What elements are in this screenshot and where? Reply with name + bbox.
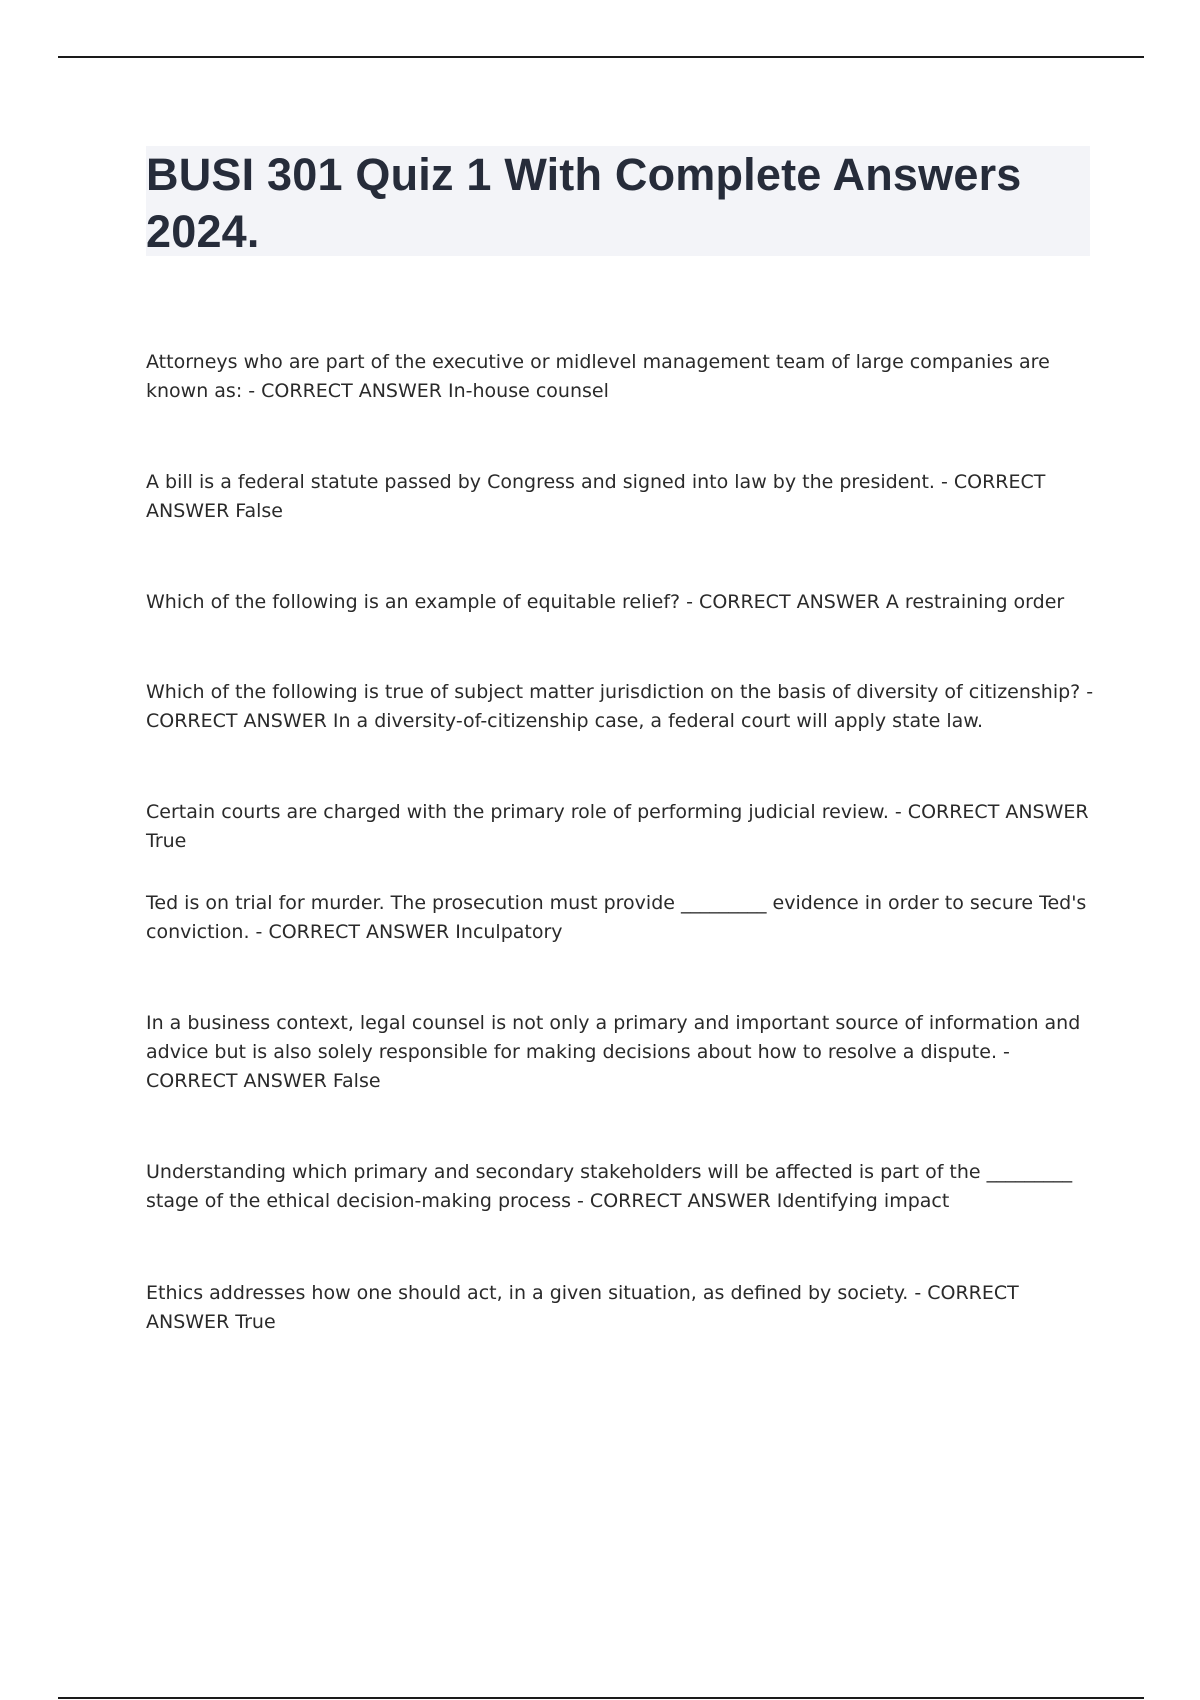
title-block bbox=[146, 146, 1090, 256]
qa-item: A bill is a federal statute passed by Congress and signed into law by the president. - CORRECT ANSWER False bbox=[146, 471, 1046, 522]
qa-item: Which of the following is an example of equitable relief? - CORRECT ANSWER A restraining order bbox=[146, 591, 1065, 613]
qa-item: In a business context, legal counsel is not only a primary and important source of information and advice but is also solely responsible for making decisions about how to resolve a dispute. - CORRECT ANSWER False bbox=[146, 1012, 1081, 1092]
top-divider bbox=[58, 56, 1144, 58]
qa-item: Which of the following is true of subject matter jurisdiction on the basis of diversity of citizenship? - CORRECT ANSWER In a diversity-of-citizenship case, a federal court will apply state law. bbox=[146, 681, 1094, 732]
bottom-divider bbox=[58, 1697, 1144, 1699]
qa-item: Certain courts are charged with the primary role of performing judicial review. - CORRECT ANSWER True bbox=[146, 801, 1089, 852]
qa-item: Ethics addresses how one should act, in a given situation, as defined by society. - CORRECT ANSWER True bbox=[146, 1282, 1019, 1333]
document-title: BUSI 301 Quiz 1 With Complete Answers 2024. bbox=[146, 149, 1022, 257]
qa-item: Understanding which primary and secondary stakeholders will be affected is part of the _________ stage of the ethical decision-making process - CORRECT ANSWER Identifying impact bbox=[146, 1161, 1073, 1212]
qa-item: Attorneys who are part of the executive or midlevel management team of large companies are known as: - CORRECT ANSWER In-house counsel bbox=[146, 351, 1050, 402]
qa-item: Ted is on trial for murder. The prosecution must provide _________ evidence in order to secure Ted's conviction. - CORRECT ANSWER Inculpatory bbox=[146, 892, 1087, 943]
